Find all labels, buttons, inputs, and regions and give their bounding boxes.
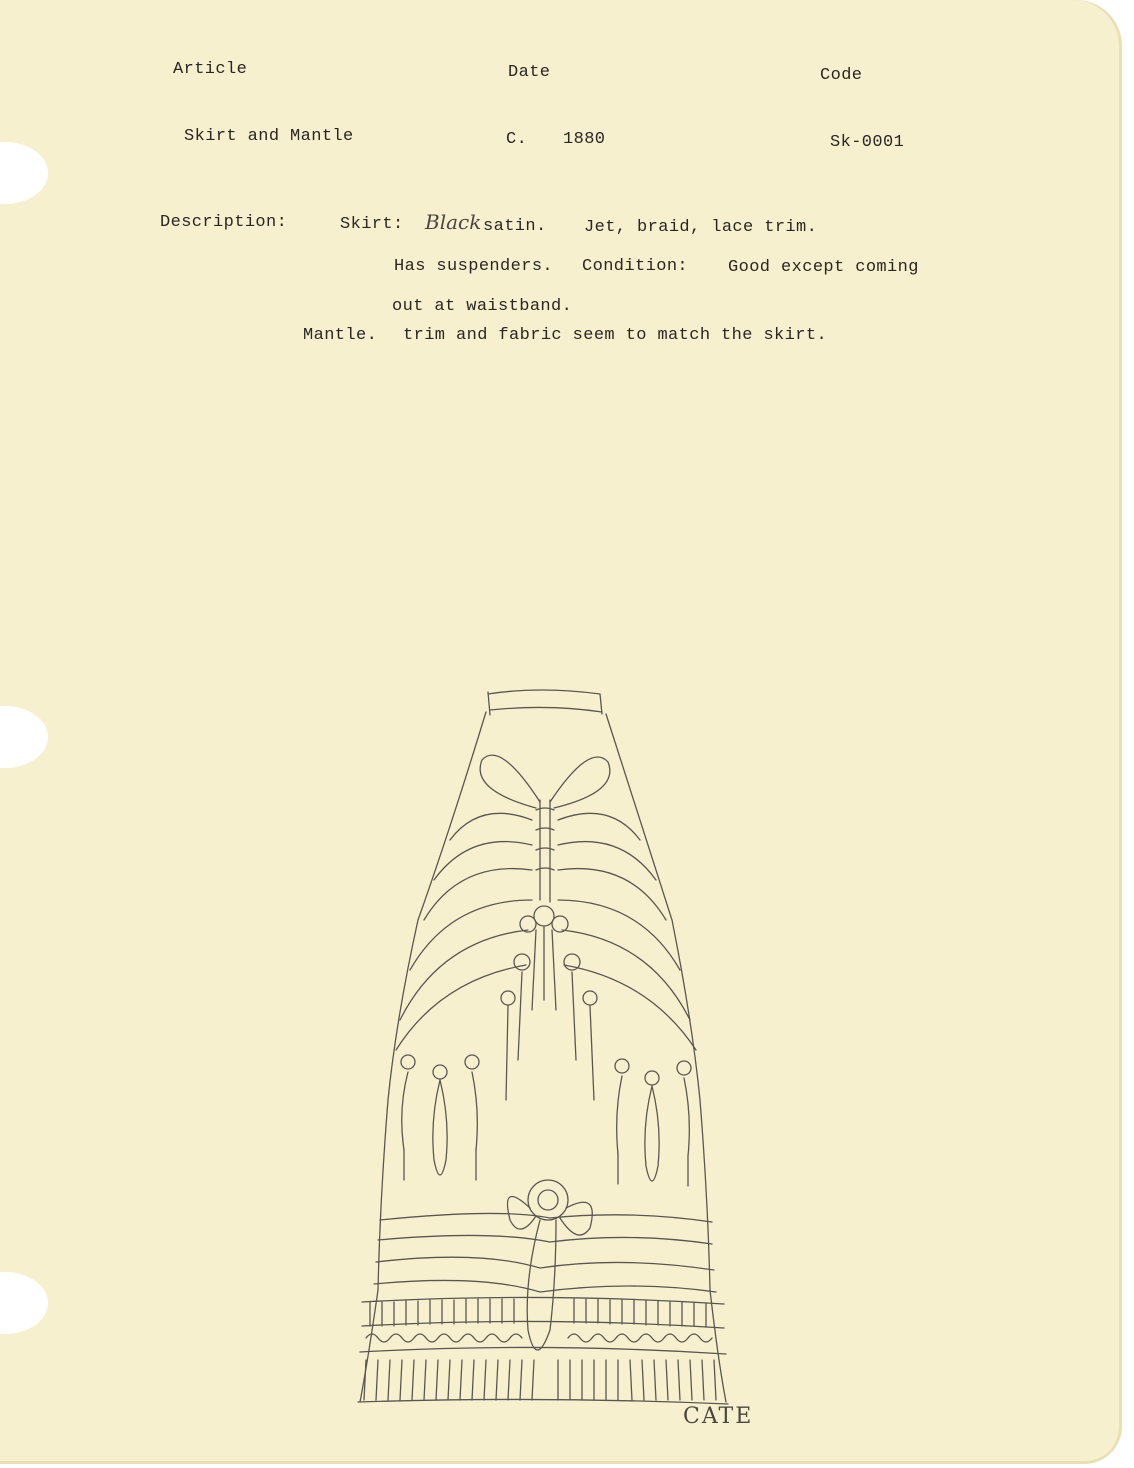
punch-hole-bottom (0, 1272, 48, 1334)
punch-hole-middle (0, 706, 48, 768)
skirt-fabric: satin. (483, 217, 547, 236)
code-value: Sk-0001 (830, 133, 905, 152)
date-value: 1880 (563, 130, 606, 149)
skirt-sketch (300, 680, 760, 1440)
code-label: Code (820, 66, 863, 85)
description-label: Description: (160, 213, 288, 232)
skirt-color-handwritten: Black (425, 210, 482, 234)
article-value: Skirt and Mantle (184, 127, 354, 146)
date-label: Date (508, 63, 551, 82)
suspenders-text: Has suspenders. (394, 257, 554, 276)
condition-continued: out at waistband. (392, 297, 573, 316)
mantle-text: trim and fabric seem to match the skirt. (403, 326, 828, 345)
condition-value: Good except coming (728, 258, 919, 277)
skirt-trim: Jet, braid, lace trim. (584, 218, 818, 237)
mantle-label: Mantle. (303, 326, 378, 345)
article-label: Article (173, 60, 248, 79)
punch-hole-top (0, 142, 48, 204)
date-prefix: C. (506, 130, 528, 149)
signature-cate: CATE (683, 1404, 754, 1429)
condition-label: Condition: (582, 257, 689, 276)
skirt-label: Skirt: (340, 215, 404, 234)
